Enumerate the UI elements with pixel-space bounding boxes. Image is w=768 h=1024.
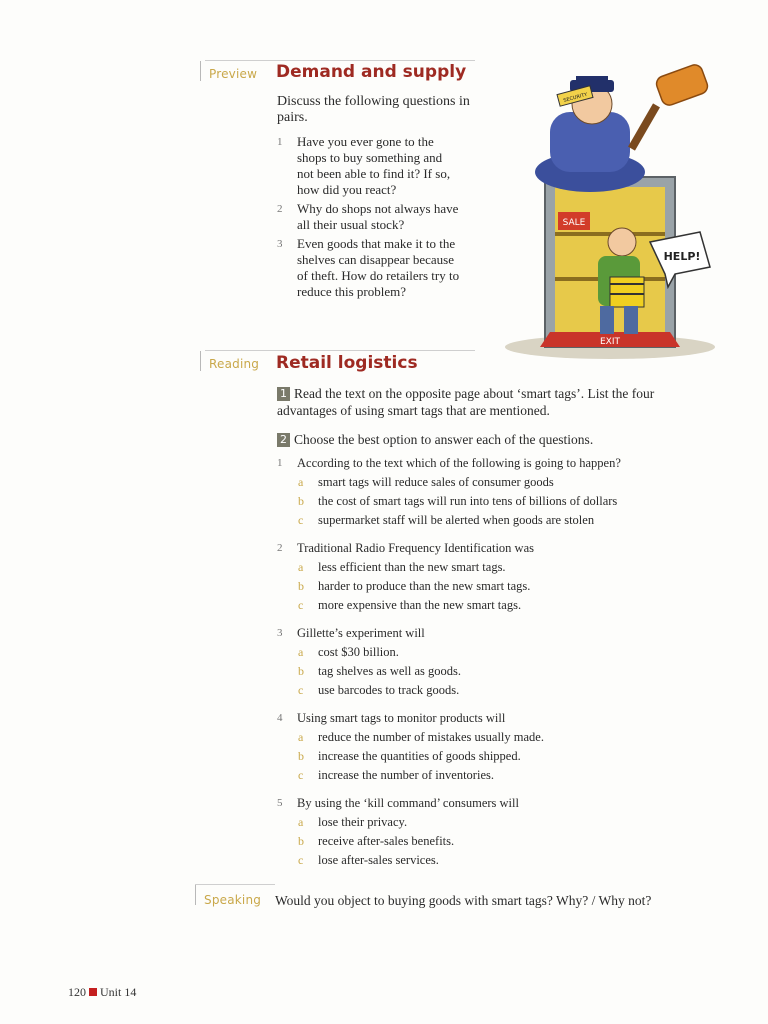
- option-text: reduce the number of mistakes usually made.: [318, 730, 544, 744]
- question-text: Even goods that make it to the shelves can disappear because of theft. How do retailers try to reduce this problem?: [297, 236, 460, 299]
- question-text: Why do shops not always have all their usual stock?: [297, 201, 459, 232]
- task-number-badge: 2: [277, 433, 290, 447]
- option-text: cost $30 billion.: [318, 645, 399, 659]
- security-badge-text: SECURITY: [562, 91, 589, 105]
- preview-label: Preview: [200, 61, 257, 81]
- option-text: supermarket staff will be alerted when goods are stolen: [318, 513, 595, 527]
- question-number: 3: [277, 238, 283, 250]
- preview-intro: Discuss the following questions in pairs.: [277, 94, 470, 125]
- option-letter: c: [298, 683, 304, 697]
- speech-bubble-text: HELP!: [663, 250, 701, 263]
- sale-sign-text: SALE: [562, 218, 586, 228]
- option-text: increase the quantities of goods shipped.: [318, 749, 521, 763]
- answer-option: [277, 643, 697, 662]
- answer-option: [277, 511, 697, 530]
- list-item: [277, 134, 462, 198]
- question-number: 3: [277, 627, 283, 639]
- page-footer: [68, 985, 136, 1000]
- task-number-badge: 1: [277, 387, 290, 401]
- question-stem: [277, 624, 697, 643]
- list-item: [277, 236, 462, 300]
- question-stem: [277, 539, 697, 558]
- reading-question-4: [277, 709, 697, 785]
- speaking-label: Speaking: [195, 885, 261, 905]
- answer-option: [277, 577, 697, 596]
- reading-title: Retail logistics: [276, 353, 418, 373]
- option-letter: a: [298, 730, 304, 744]
- option-text: harder to produce than the new smart tags.: [318, 579, 531, 593]
- answer-option: [277, 473, 697, 492]
- answer-option: [277, 832, 697, 851]
- option-text: tag shelves as well as goods.: [318, 664, 462, 678]
- question-number: 2: [277, 542, 283, 554]
- question-number: 2: [277, 203, 283, 215]
- speaking-prompt: Would you object to buying goods with smart tags? Why? / Why not?: [275, 893, 652, 908]
- preview-question-list: [277, 134, 462, 303]
- option-text: increase the number of inventories.: [318, 768, 494, 782]
- task-2-instructions: Choose the best option to answer each of the questions.: [294, 432, 594, 447]
- question-text: According to the text which of the following is going to happen?: [297, 456, 621, 470]
- option-text: less efficient than the new smart tags.: [318, 560, 506, 574]
- question-stem: [277, 454, 697, 473]
- question-number: 5: [277, 797, 283, 809]
- answer-option: [277, 662, 697, 681]
- reading-task-2: [277, 431, 697, 448]
- option-letter: c: [298, 768, 304, 782]
- security-cartoon-illustration: [500, 62, 720, 362]
- option-letter: c: [298, 513, 304, 527]
- reading-question-2: [277, 539, 697, 615]
- question-text: Traditional Radio Frequency Identification was: [297, 541, 534, 555]
- question-number: 1: [277, 136, 283, 148]
- answer-option: [277, 596, 697, 615]
- reading-question-3: [277, 624, 697, 700]
- answer-option: [277, 728, 697, 747]
- question-stem: [277, 709, 697, 728]
- answer-option: [277, 492, 697, 511]
- question-text: Gillette’s experiment will: [297, 626, 425, 640]
- question-number: 4: [277, 712, 283, 724]
- task-1-instructions: Read the text on the opposite page about ‘smart tags’. List the four advantages of using smart tags that are mentioned.: [277, 386, 655, 418]
- option-letter: a: [298, 560, 304, 574]
- exit-mat-text: EXIT: [599, 337, 621, 347]
- option-letter: a: [298, 475, 304, 489]
- option-letter: c: [298, 853, 304, 867]
- option-text: the cost of smart tags will run into tens of billions of dollars: [318, 494, 618, 508]
- answer-option: [277, 813, 697, 832]
- list-item: [277, 201, 462, 233]
- red-square-icon: [89, 988, 97, 996]
- option-text: receive after-sales benefits.: [318, 834, 455, 848]
- page-number: 120: [68, 985, 86, 999]
- reading-task-1: [277, 385, 697, 419]
- option-letter: b: [298, 834, 304, 848]
- option-letter: b: [298, 494, 304, 508]
- option-text: more expensive than the new smart tags.: [318, 598, 522, 612]
- question-text: Using smart tags to monitor products will: [297, 711, 506, 725]
- unit-label: Unit 14: [100, 985, 137, 999]
- question-text: Have you ever gone to the shops to buy something and not been able to find it? If so, how did you react?: [297, 134, 451, 197]
- option-letter: a: [298, 815, 304, 829]
- answer-option: [277, 681, 697, 700]
- answer-option: [277, 766, 697, 785]
- answer-option: [277, 851, 697, 870]
- answer-option: [277, 558, 697, 577]
- answer-option: [277, 747, 697, 766]
- question-text: By using the ‘kill command’ consumers will: [297, 796, 519, 810]
- option-letter: c: [298, 598, 304, 612]
- reading-question-1: [277, 454, 697, 530]
- option-letter: b: [298, 579, 304, 593]
- question-stem: [277, 794, 697, 813]
- option-text: smart tags will reduce sales of consumer goods: [318, 475, 554, 489]
- option-letter: b: [298, 664, 304, 678]
- option-text: lose after-sales services.: [318, 853, 439, 867]
- option-text: use barcodes to track goods.: [318, 683, 460, 697]
- question-number: 1: [277, 457, 283, 469]
- preview-title: Demand and supply: [276, 62, 467, 82]
- option-text: lose their privacy.: [318, 815, 408, 829]
- reading-question-5: [277, 794, 697, 870]
- option-letter: b: [298, 749, 304, 763]
- reading-label: Reading: [200, 351, 259, 371]
- option-letter: a: [298, 645, 304, 659]
